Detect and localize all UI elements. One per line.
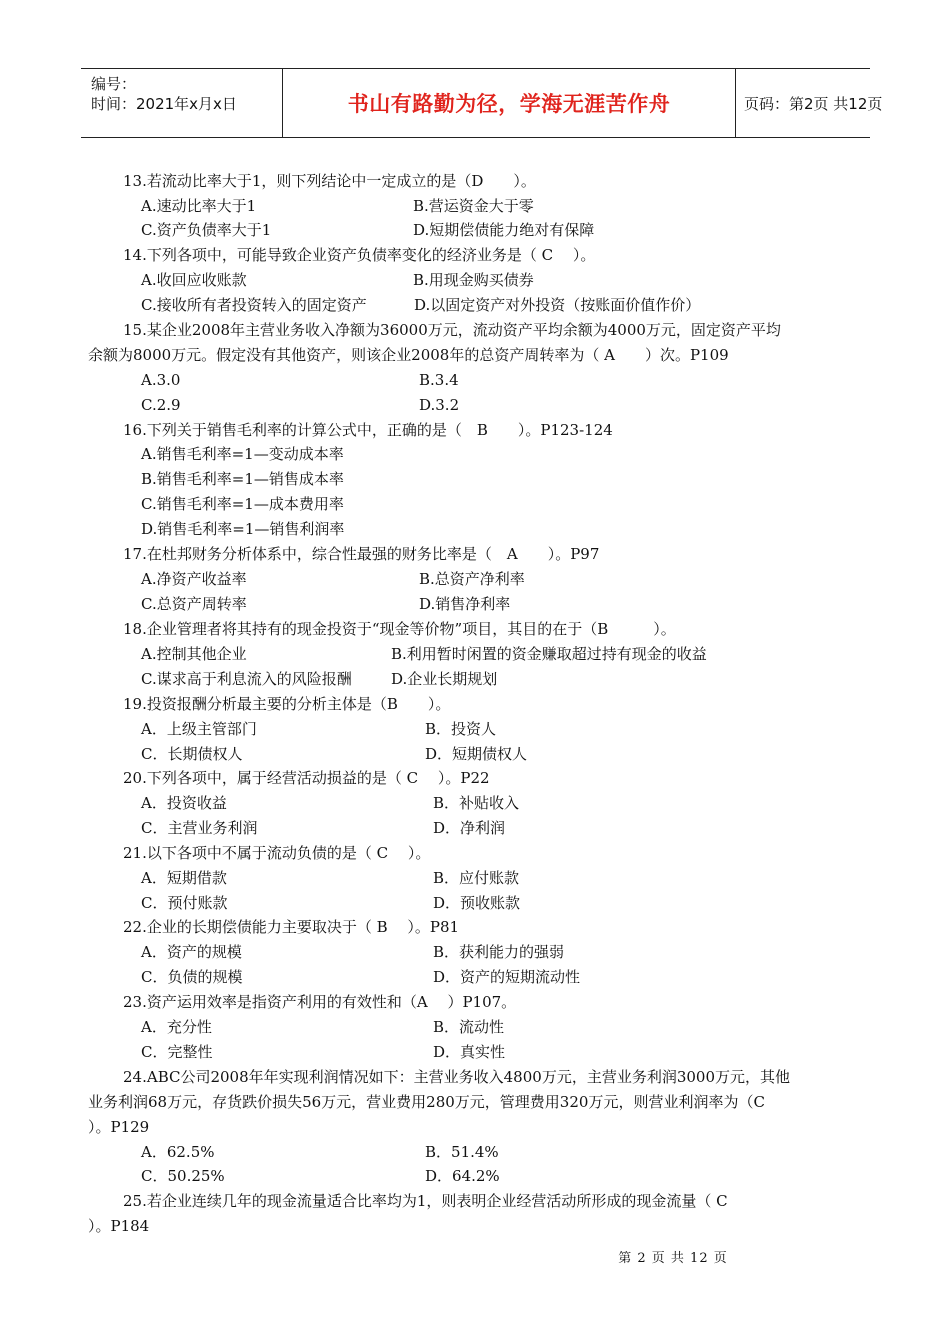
date-label: 时间：2021年x月x日: [91, 95, 237, 113]
question-19: 19.投资报酬分析最主要的分析主体是（B ）。: [123, 695, 451, 713]
question-20: 20.下列各项中，属于经营活动损益的是（ C ）。P22: [123, 769, 490, 787]
option-a: A．短期借款: [141, 869, 227, 887]
question-17: 17.在杜邦财务分析体系中，综合性最强的财务比率是（ A ）。P97: [123, 545, 600, 563]
question-15: 15.某企业2008年主营业务收入净额为36000万元，流动资产平均余额为4000万元，固定资产平均: [123, 321, 781, 339]
option-d: D.销售毛利率=1—销售利润率: [141, 520, 345, 538]
footer-page-number: 第 2 页 共 12 页: [618, 1251, 728, 1266]
option-b: B.总资产净利率: [419, 570, 525, 588]
option-a: A.速动比率大于1: [141, 197, 257, 215]
page-info: 页码：第2页 共12页: [744, 94, 883, 113]
option-c: C．负债的规模: [141, 968, 243, 986]
question-23: 23.资产运用效率是指资产利用的有效性和（A ）P107。: [123, 993, 517, 1011]
question-16: 16.下列关于销售毛利率的计算公式中，正确的是（ B ）。P123-124: [123, 421, 613, 439]
option-b: B．51.4%: [425, 1143, 499, 1161]
option-c: C.总资产周转率: [141, 595, 247, 613]
option-b: B．补贴收入: [433, 794, 520, 812]
option-a: A.净资产收益率: [141, 570, 247, 588]
option-d: D．真实性: [433, 1043, 506, 1061]
option-c: C.2.9: [141, 396, 181, 414]
option-d: D.3.2: [419, 396, 460, 414]
option-c: C．预付账款: [141, 894, 228, 912]
option-b: B.3.4: [419, 371, 459, 389]
option-d: D.企业长期规划: [391, 670, 498, 688]
option-a: A．资产的规模: [141, 943, 242, 961]
question-24-cont2: ）。P129: [88, 1118, 150, 1136]
question-14: 14.下列各项中，可能导致企业资产负债率变化的经济业务是（ C ）。: [123, 246, 596, 264]
option-b: B．获利能力的强弱: [433, 943, 565, 961]
option-a: A．上级主管部门: [141, 720, 257, 738]
question-24: 24.ABC公司2008年年实现利润情况如下：主营业务收入4800万元，主营业务利润3000万元，其他: [123, 1068, 790, 1086]
option-d: D.短期偿债能力绝对有保障: [413, 221, 595, 239]
question-24-cont: 业务利润68万元，存货跌价损失56万元，营业费用280万元，管理费用320万元，则营业利润率为（C: [88, 1093, 765, 1111]
page-header: [81, 68, 883, 138]
option-b: B．应付账款: [433, 869, 520, 887]
code-label: 编号：: [91, 75, 137, 93]
option-b: B．流动性: [433, 1018, 505, 1036]
option-c: C.销售毛利率=1—成本费用率: [141, 495, 344, 513]
motto-text: 书山有路勤为径，学海无涯苦作舟: [347, 92, 671, 116]
option-b: B.营运资金大于零: [413, 197, 534, 215]
option-c: C．主营业务利润: [141, 819, 258, 837]
option-b: B．投资人: [425, 720, 497, 738]
question-15-cont: 余额为8000万元。假定没有其他资产，则该企业2008年的总资产周转率为（ A ）次。P109: [88, 346, 729, 364]
option-a: A.收回应收账款: [141, 271, 247, 289]
option-c: C.谋求高于利息流入的风险报酬: [141, 670, 352, 688]
option-c: C．长期债权人: [141, 745, 243, 763]
question-25: 25.若企业连续几年的现金流量适合比率均为1，则表明企业经营活动所形成的现金流量（ C: [123, 1192, 728, 1210]
header-motto-cell: [282, 69, 736, 137]
option-b: B.销售毛利率=1—销售成本率: [141, 470, 344, 488]
header-left-cell: [81, 69, 282, 137]
option-d: D．资产的短期流动性: [433, 968, 581, 986]
option-a: A．投资收益: [141, 794, 227, 812]
option-d: D.销售净利率: [419, 595, 511, 613]
question-22: 22.企业的长期偿债能力主要取决于（ B ）。P81: [123, 918, 460, 936]
option-d: D．净利润: [433, 819, 506, 837]
option-c: C.接收所有者投资转入的固定资产: [141, 296, 367, 314]
option-d: D．64.2%: [425, 1167, 500, 1185]
option-b: B.用现金购买债券: [413, 271, 534, 289]
option-d: D．短期债权人: [425, 745, 528, 763]
question-18: 18.企业管理者将其持有的现金投资于“现金等价物”项目，其目的在于（B ）。: [123, 620, 676, 638]
question-25-cont: ）。P184: [88, 1217, 150, 1235]
option-a: A．62.5%: [141, 1143, 215, 1161]
question-21: 21.以下各项中不属于流动负债的是（ C ）。: [123, 844, 431, 862]
option-d: D．预收账款: [433, 894, 521, 912]
option-a: A.控制其他企业: [141, 645, 247, 663]
question-13: 13.若流动比率大于1，则下列结论中一定成立的是（D ）。: [123, 172, 536, 190]
option-d: D.以固定资产对外投资（按账面价值作价）: [414, 296, 701, 314]
option-a: A.销售毛利率=1—变动成本率: [141, 445, 344, 463]
option-a: A．充分性: [141, 1018, 212, 1036]
option-b: B.利用暂时闲置的资金赚取超过持有现金的收益: [391, 645, 707, 663]
option-c: C.资产负债率大于1: [141, 221, 272, 239]
page-footer: [0, 1247, 950, 1266]
option-c: C．完整性: [141, 1043, 213, 1061]
header-page-cell: [736, 69, 883, 137]
option-c: C．50.25%: [141, 1167, 225, 1185]
option-a: A.3.0: [141, 371, 181, 389]
